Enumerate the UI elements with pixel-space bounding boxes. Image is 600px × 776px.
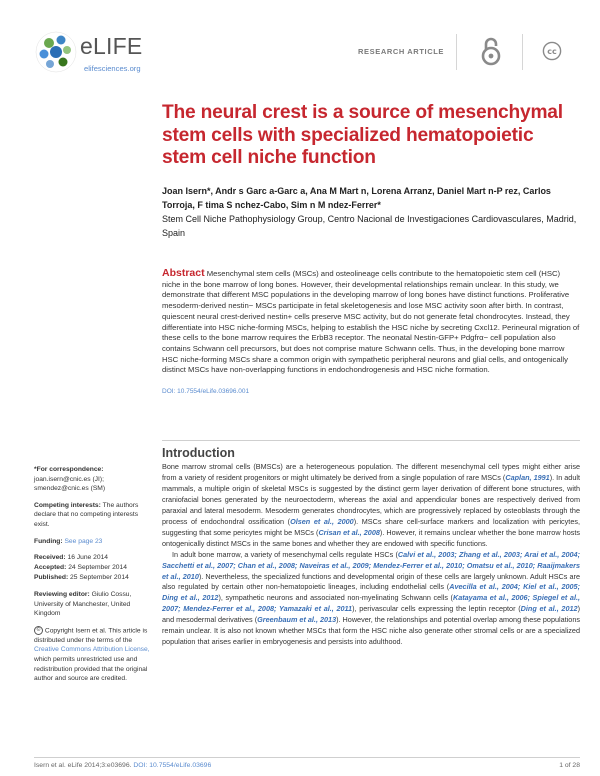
citation-link[interactable]: Crisan et al., 2008 — [318, 527, 380, 537]
citation-link[interactable]: Calvi et al., 2003; Zhang et al., 2003; Arai et al., 2004; Sacchetti et al., 2007; Chan et al., 2008; Naveiras et al., 2009; Mendez-Ferrer et al., 2010; Omatsu et al., 2010; Raaijmakers et al., 2010 — [162, 549, 580, 581]
license-link[interactable]: Creative Commons Attribution License, — [34, 646, 150, 654]
reviewing-editor: Reviewing editor: Giulio Cossu, University of Manchester, United Kingdom — [34, 591, 132, 618]
article-sidebar — [34, 465, 152, 691]
abstract-text: Mesenchymal stem cells (MSCs) and osteolineage cells contribute to the hematopoietic stem cell (HSC) niche in the bone marrow of long bones. However, their developmental relationships remain unclear. In this study, we demonstrate that different MSC populations in the developing marrow of long bones have distinct functions. Proliferative mesoderm-derived nestin− MSCs participate in fetal skeletogenesis and lose MSC activity soon after birth. In contrast, quiescent neural crest-derived nestin+ cells preserve MSC activity, but do not generate fetal chondrocytes. Instead, they differentiate into HSC niche-forming MSCs, helping to establish the HSC niche by secreting Cxcl12. Perineural migration of these cells to the bone marrow requires the ErbB3 receptor. The neonatal Nestin-GFP+ Pdgfrα− cell population also contains Schwann cell precursors, but does not comprise mature Schwann cells. Thus, in the developing bone marrow HSC niche-forming MSCs share a common origin with sympathetic peripheral neurons and glial cells, and ontogenically distinct MSCs have non-overlapping functions in endochondrogenesis and HSC niche formation. — [162, 269, 580, 375]
footer-citation: Isern et al. eLife 2014;3:e03696. DOI: 10.7554/eLife.03696 — [34, 762, 212, 769]
journal-logo-text: eLIFE — [80, 33, 143, 59]
footer-doi-link[interactable]: DOI: 10.7554/eLife.03696 — [133, 762, 212, 769]
paragraph-text: ) and mesodermal derivatives ( — [162, 604, 580, 625]
section-divider — [162, 440, 580, 441]
correspondence-info: *For correspondence: joan.isern@cnic.es (JI); smendez@cnic.es (SM) — [34, 466, 106, 493]
introduction-heading: Introduction — [162, 446, 235, 460]
citation-link[interactable]: Caplan, 1991 — [505, 472, 550, 482]
citation-link[interactable]: Avecilla et al., 2004; Kiel et al., 2005; Ding et al., 2012 — [162, 582, 580, 603]
abstract-label: Abstract — [162, 267, 205, 279]
funding-link[interactable]: See page 23 — [64, 537, 103, 545]
journal-url[interactable]: elifesciences.org — [84, 64, 141, 73]
citation-link[interactable]: Ding et al., 2012 — [520, 604, 578, 614]
competing-interests: Competing interests: The authors declare that no competing interests exist. — [34, 501, 139, 528]
copyright-icon: © — [34, 626, 43, 635]
paragraph-text: Bone marrow stromal cells (BMSCs) are a heterogeneous population. The different mesenchymal cell types might either arise from a variety of resident progenitors or might ultimately be derived from a single population of rare MSCs ( — [162, 462, 580, 482]
page-number: 1 of 28 — [559, 762, 580, 769]
citation-link[interactable]: Olsen et al., 2000 — [290, 516, 354, 526]
paragraph-text: ). In adult mammals, a multiple origin of skeletal MSCs is suggested by the distinct germ layer derivation of different bone structures, with craniofacial bones generated by the neuroectoderm, whereas the axial and appendicular bones are respectively derived from paraxial and lateral mesoderm. Mesoderm generates chondrocytes, which are progressively replaced by osteoblasts through the process of endochondral ossification ( — [162, 472, 580, 526]
introduction-paragraph — [162, 462, 580, 550]
article-title: The neural crest is a source of mesenchymal stem cells with specialized hematopoietic stem cell niche function — [162, 102, 563, 168]
publication-dates: Received: 16 June 2014 Accepted: 24 September 2014 Published: 25 September 2014 — [34, 554, 129, 582]
paragraph-text: ). However, the relationships and potential overlap among these populations remain unclear. It is also not known whether MSCs that form the HSC niche also generate other stromal cells or are a specialized population that arises earlier in embryogenesis and persists into adulthood. — [162, 615, 580, 647]
svg-text:cc: cc — [547, 47, 557, 57]
author-affiliation: Stem Cell Niche Pathophysiology Group, Centro Nacional de Investigaciones Cardiovasculares, Madrid, Spain — [162, 214, 577, 238]
header-divider — [522, 34, 523, 70]
citation-link[interactable]: Greenbaum et al., 2013 — [257, 615, 337, 625]
open-access-icon[interactable] — [480, 35, 502, 67]
paragraph-text: ), sympathetic neurons and associated non-myelinating Schwann cells ( — [218, 593, 453, 603]
paragraph-text: ), perivascular cells expressing the leptin receptor ( — [352, 604, 521, 614]
article-type-label: RESEARCH ARTICLE — [358, 47, 444, 56]
copyright-notice: © Copyright Isern et al. This article is distributed under the terms of the Creative Commons Attribution License, which permits unrestricted use and redistribution provided that the original author and source are credited. — [34, 626, 150, 683]
paragraph-text: In adult bone marrow, a variety of mesenchymal cells regulate HSCs ( — [172, 549, 398, 559]
footer-divider — [34, 757, 580, 758]
creative-commons-icon[interactable] — [542, 41, 562, 61]
paragraph-text: ). Nevertheless, the specialized functions and developmental origin of these cells are largely unknown. Adult HSCs are also regulated by certain other non-hematopoietic lineages, including endothelial cells ( — [162, 571, 580, 592]
paragraph-text: ). MSCs share cell-surface markers and localization with pericytes, suggesting that some pericytes might be MSCs ( — [162, 516, 580, 537]
introduction-body — [162, 462, 580, 648]
abstract — [162, 268, 580, 376]
abstract-doi-link[interactable]: DOI: 10.7554/eLife.03696.001 — [162, 388, 250, 395]
funding-info: Funding: See page 23 — [34, 537, 103, 545]
paragraph-text: ). However, it remains unclear whether the bone marrow hosts ontogenically distinct MSCs in the same bones and whether they are endowed with specific functions. — [162, 527, 580, 548]
citation-link[interactable]: Katayama et al., 2006; Spiegel et al., 2007; Mendez-Ferrer et al., 2008; Yamazaki et al., 2011 — [162, 593, 580, 614]
header-divider — [456, 34, 457, 70]
author-list: Joan Isern*, Andr s Garc a-Garc a, Ana M Mart n, Lorena Arranz, Daniel Mart n-P rez, Carlos Torroja, F tima S nchez-Cabo, Sim n M ndez-Ferrer* — [162, 186, 551, 210]
introduction-paragraph — [162, 550, 580, 649]
elife-logo-icon — [34, 30, 78, 74]
